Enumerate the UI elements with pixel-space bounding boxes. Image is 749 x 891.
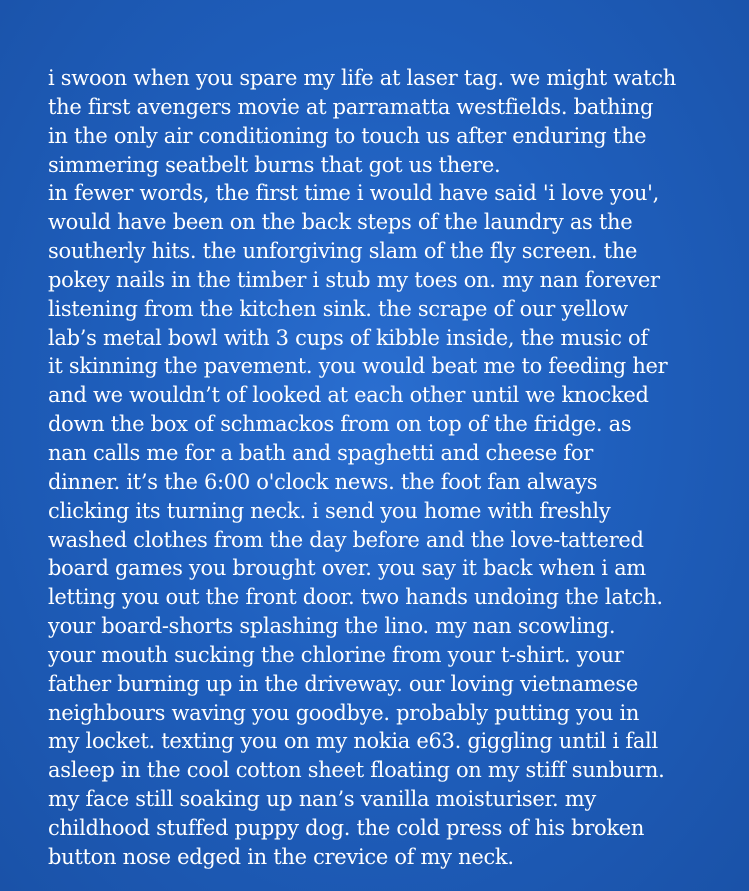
poem-line: down the box of schmackos from on top of the fridge. as [48, 412, 632, 437]
poem-line: button nose edged in the crevice of my neck. [48, 844, 514, 869]
poem-line: board games you brought over. you say it back when i am [48, 556, 646, 581]
poem-line: childhood stuffed puppy dog. the cold press of his broken [48, 815, 645, 840]
poem-line: clicking its turning neck. i send you home with freshly [48, 498, 611, 523]
poem-line: your board-shorts splashing the lino. my nan scowling. [48, 614, 616, 639]
poem-line: listening from the kitchen sink. the scrape of our yellow [48, 296, 628, 321]
poem-line: simmering seatbelt burns that got us there. [48, 152, 501, 177]
poem-line: my locket. texting you on my nokia e63. giggling until i fall [48, 729, 658, 754]
poem-line: nan calls me for a bath and spaghetti and cheese for [48, 440, 593, 465]
poem-line: neighbours waving you goodbye. probably putting you in [48, 700, 640, 725]
poem-line: my face still soaking up nan’s vanilla moisturiser. my [48, 787, 596, 812]
poem-text [48, 64, 738, 872]
poem-line: pokey nails in the timber i stub my toes on. my nan forever [48, 267, 660, 292]
poem-line: the first avengers movie at parramatta westfields. bathing [48, 94, 654, 119]
poem-line: and we wouldn’t of looked at each other until we knocked [48, 383, 649, 408]
poem-line: in fewer words, the first time i would have said 'i love you', [48, 181, 660, 206]
poem-line: lab’s metal bowl with 3 cups of kibble inside, the music of [48, 325, 648, 350]
poem-line: asleep in the cool cotton sheet floating on my stiff sunburn. [48, 758, 665, 783]
poem-line: southerly hits. the unforgiving slam of the fly screen. the [48, 239, 638, 264]
poem-line: would have been on the back steps of the laundry as the [48, 210, 633, 235]
poem-line: i swoon when you spare my life at laser tag. we might watch [48, 66, 676, 90]
poem-line: washed clothes from the day before and the love-tattered [48, 527, 644, 552]
poem-line: dinner. it’s the 6:00 o'clock news. the foot fan always [48, 469, 598, 494]
poem-line: in the only air conditioning to touch us after enduring the [48, 123, 647, 148]
poem-line: it skinning the pavement. you would beat me to feeding her [48, 354, 668, 379]
poem-line: father burning up in the driveway. our loving vietnamese [48, 671, 639, 696]
poem-line: your mouth sucking the chlorine from your t-shirt. your [48, 642, 624, 667]
poem-line: letting you out the front door. two hands undoing the latch. [48, 585, 663, 610]
